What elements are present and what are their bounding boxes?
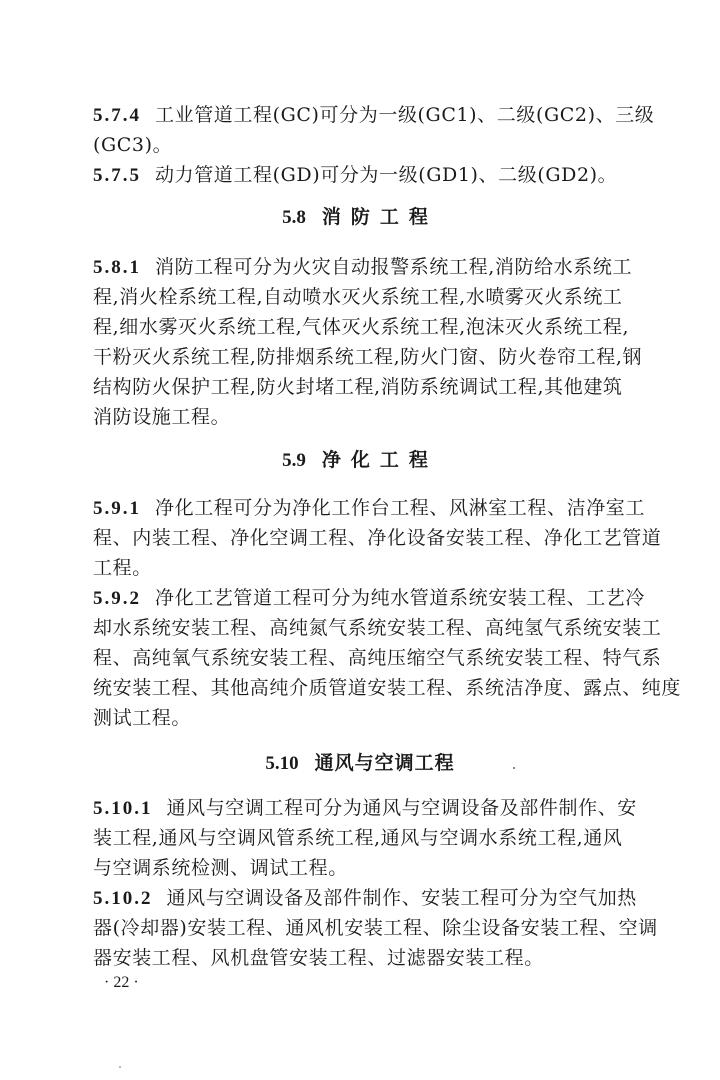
- scan-speck: [119, 1066, 121, 1068]
- section-heading-5-10: [0, 748, 720, 779]
- clause-text: 程,消火栓系统工程,自动喷水灭火系统工程,水喷雾灭火系统工: [93, 286, 623, 308]
- section-number: 5.10: [265, 753, 299, 774]
- section-number: 5.8: [282, 207, 306, 228]
- clause-text: 测试工程。: [93, 707, 192, 729]
- clause-text: 消防设施工程。: [93, 406, 231, 428]
- clause-text: 工程。: [93, 557, 152, 579]
- clause-5-9-2-line-3: [93, 643, 673, 673]
- clause-5-10-1-line-2: [93, 823, 673, 853]
- clause-text: 统安装工程、其他高纯介质管道安装工程、系统洁净度、露点、纯度: [93, 677, 682, 699]
- clause-text: 程、内装工程、净化空调工程、净化设备安装工程、净化工艺管道: [93, 527, 662, 549]
- clause-text: 器安装工程、风机盘管安装工程、过滤器安装工程。: [93, 947, 544, 969]
- clause-text: 程,细水雾灭火系统工程,气体灭火系统工程,泡沫灭火系统工程,: [93, 316, 630, 338]
- clause-text: 器(冷却器)安装工程、通风机安装工程、除尘设备安装工程、空调: [93, 917, 658, 939]
- clause-5-9-1-line-2: [93, 523, 673, 553]
- clause-5-10-1-line-1: [93, 793, 673, 824]
- clause-5-10-2-line-1: [93, 883, 673, 914]
- clause-5-9-1-line-1: [93, 493, 673, 524]
- clause-5-8-1-line-3: [93, 312, 673, 342]
- clause-text: 通风与空调工程可分为通风与空调设备及部件制作、安: [166, 797, 637, 819]
- clause-5-8-1-line-4: [93, 342, 673, 372]
- page-number: · 22 ·: [104, 974, 139, 991]
- clause-text: 干粉灭火系统工程,防排烟系统工程,防火门窗、防火卷帘工程,钢: [93, 346, 643, 368]
- clause-text: 消防工程可分为火灾自动报警系统工程,消防给水系统工: [155, 256, 633, 278]
- section-number: 5.9: [282, 450, 306, 471]
- clause-5-7-4-line-2: [93, 130, 673, 160]
- clause-text: 净化工程可分为净化工作台工程、风淋室工程、洁净室工: [155, 497, 646, 519]
- clause-text: (GC3)。: [93, 134, 173, 156]
- clause-5-9-1-line-3: [93, 553, 673, 583]
- clause-5-9-2-line-4: [93, 673, 682, 703]
- clause-5-8-1-line-5: [93, 372, 673, 402]
- clause-5-7-5-line-1: [93, 160, 673, 191]
- clause-5-10-2-line-3: [93, 943, 673, 973]
- clause-number: 5.10.2: [93, 888, 153, 909]
- clause-text: 程、高纯氧气系统安装工程、高纯压缩空气系统安装工程、特气系: [93, 647, 662, 669]
- clause-5-7-4-line-1: [93, 100, 673, 131]
- clause-number: 5.9.2: [93, 588, 141, 609]
- clause-5-8-1-line-6: [93, 402, 673, 432]
- clause-number: 5.9.1: [93, 498, 141, 519]
- clause-text: 却水系统安装工程、高纯氮气系统安装工程、高纯氢气系统安装工: [93, 617, 662, 639]
- clause-text: 工业管道工程(GC)可分为一级(GC1)、二级(GC2)、三级: [155, 104, 655, 126]
- clause-5-8-1-line-1: [93, 252, 673, 283]
- section-title: 通风与空调工程: [314, 752, 455, 774]
- section-title: 消防工程: [321, 206, 438, 228]
- clause-5-9-2-line-5: [93, 703, 673, 733]
- section-heading-5-8: [0, 202, 720, 233]
- clause-number: 5.7.5: [93, 165, 141, 186]
- clause-text: 结构防火保护工程,防火封堵工程,消防系统调试工程,其他建筑: [93, 376, 623, 398]
- clause-text: 净化工艺管道工程可分为纯水管道系统安装工程、工艺冷: [155, 587, 646, 609]
- clause-5-9-2-line-1: [93, 583, 673, 614]
- clause-number: 5.7.4: [93, 105, 141, 126]
- clause-number: 5.10.1: [93, 798, 153, 819]
- clause-text: 通风与空调设备及部件制作、安装工程可分为空气加热: [166, 887, 637, 909]
- clause-text: 与空调系统检测、调试工程。: [93, 857, 348, 879]
- clause-number: 5.8.1: [93, 257, 141, 278]
- clause-text: 装工程,通风与空调风管系统工程,通风与空调水系统工程,通风: [93, 827, 623, 849]
- section-heading-5-9: [0, 445, 720, 476]
- section-title: 净化工程: [321, 449, 438, 471]
- stray-dot-mark: [513, 767, 515, 769]
- clause-text: 动力管道工程(GD)可分为一级(GD1)、二级(GD2)。: [155, 164, 618, 186]
- clause-5-8-1-line-2: [93, 282, 673, 312]
- clause-5-9-2-line-2: [93, 613, 673, 643]
- clause-5-10-1-line-3: [93, 853, 673, 883]
- clause-5-10-2-line-2: [93, 913, 673, 943]
